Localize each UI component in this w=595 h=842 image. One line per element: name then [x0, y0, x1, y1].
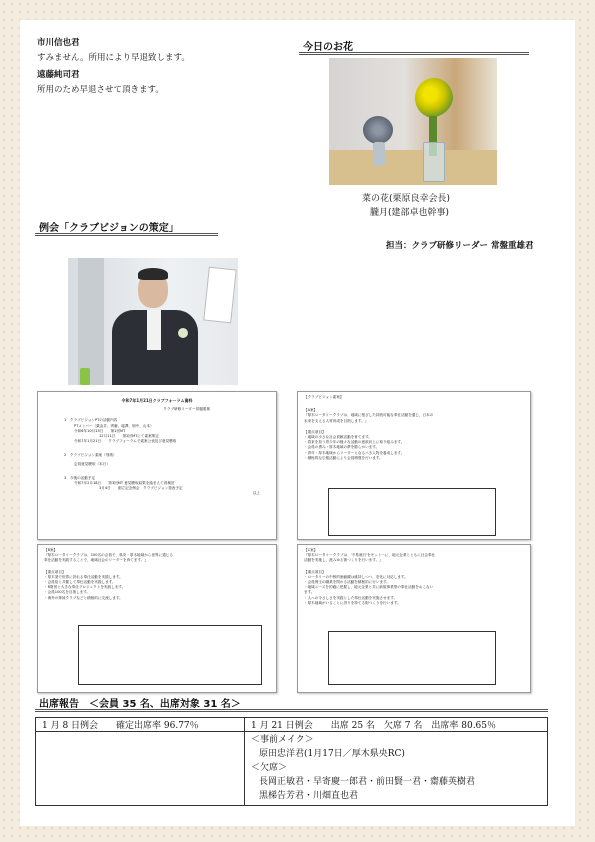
bottle-icon: [80, 368, 90, 385]
speaker-photo: [68, 258, 238, 385]
makeup-label: ＜事前メイク＞: [251, 735, 314, 745]
flower-caption-1: 菜の花(栗原良幸会長): [362, 194, 451, 204]
slide1-line: 3月4日 創立記念例会 クラブビジョン発表予定: [99, 486, 183, 491]
absent-members-2: 黒梯告芳君・川畑直也君: [259, 791, 359, 801]
slide4-line: ・ロータリーの中核的価値観は維持しつつ、変化に対応します。: [304, 574, 408, 579]
glass-vase-icon: [423, 142, 445, 182]
slide1-line: PTメンバー（栗金井、齊藤、堀澤、畑中、山本）: [74, 423, 154, 428]
slide4-line: 【C案】: [304, 548, 318, 552]
speaker-shirt: [147, 310, 161, 350]
slide1-line: 令和7年1月21日 クラブフォーラムで素案公表及び意見聴取: [74, 439, 177, 444]
slide3-line: ・R財団と大きな奉仕プロジェクトを実践します。: [44, 585, 126, 590]
slide3-line: 奉仕活動を実践することで、地域社会のリーダーを育てます。』: [44, 558, 148, 563]
notice-message-1: すみません。所用により早退致します。: [37, 53, 190, 63]
flowers-heading-underline: [299, 52, 529, 55]
slide4-line: 【重点項目】: [304, 569, 326, 574]
notice-name-1: 市川信也君: [37, 38, 80, 48]
slide3-line: ・会員倍と共催して奉仕活動を実践します。: [44, 580, 116, 585]
slide4-line: ・地域ニーズを的確に把握し、地元企業と共に新規事業型の奉仕活動をおこない: [304, 585, 434, 590]
absent-members-1: 長岡正敏君・早寄慶一郎君・前田賢一君・齋藤英樹君: [259, 777, 476, 787]
slide1-line: 1 クラブビジョンPTの活動内容: [64, 418, 118, 423]
slide4-line: ます。: [304, 590, 315, 595]
slide-3: [37, 544, 277, 693]
flower-caption-2: 朧月(建部卓也幹事): [370, 208, 450, 218]
slide2-line: ・会員の勇み・厚木地域の夢を膨らかいます。: [304, 445, 380, 450]
newsletter-page: [20, 20, 575, 826]
slide2-line: ・積極的な広報活動により会員増強を行います。: [304, 455, 383, 460]
slide2-line: 【重点項目】: [304, 429, 326, 434]
slide2-head: 【クラブビジョン素案】: [304, 395, 344, 399]
notice-message-2: 所用のため早退させて頂きます。: [37, 85, 164, 95]
slide3-line: ・厚木発で世界に誇れる奉仕活動を実践します。: [44, 574, 123, 579]
slide-1: [37, 391, 277, 540]
slide4-line: ・人への今さしさを実践とした奉仕活動を実施させます。: [304, 595, 398, 600]
meeting-heading-underline: [35, 233, 218, 236]
slide4-line: ・厚木地域がいることに誇りを持てる街づくりを行います。: [304, 600, 401, 605]
slide2-line: ・将来を担う青少年の様々な活動の意欲向上に取り組みます。: [304, 440, 405, 445]
photo-curtain: [78, 258, 104, 385]
slide2-line: 未来を支える人材育成を目指します。』: [304, 418, 369, 423]
attendance-table: [35, 717, 548, 806]
slide1-author: クラブ研修リーダー常盤重雄: [163, 407, 210, 412]
lapel-pin: [178, 328, 188, 338]
flower-photo: [329, 58, 497, 185]
slide1-line: 令和6年10月15日 第1回MT: [74, 428, 126, 433]
slide-2: [297, 391, 531, 540]
slide2-line: 【A案】: [304, 408, 318, 413]
rapeseed-flower-icon: [415, 78, 453, 118]
slide1-line: 以上: [252, 491, 260, 496]
attendance-right-body: [245, 732, 548, 806]
slide3-line: ・海外の姉妹クラブなどと積極的に交流します。: [44, 595, 123, 600]
slide4-line: 『厚木ロータリークラブは、'不易流行'をモットーに、地元企業とともに社会奉仕: [304, 553, 436, 558]
attendance-heading-underline: [35, 709, 548, 712]
presenter-label: 担当：クラブ研修リーダー 常盤重雄君: [386, 241, 534, 251]
slide2-notes-box: [328, 488, 496, 536]
attendance-left-header: 1 月 8 日例会 確定出席率 96.77％: [36, 718, 245, 732]
slide3-notes-box: [78, 625, 262, 685]
slide1-line: 会員意見聴取（本日）: [74, 461, 110, 466]
slide1-line: 2 クラブビジョン素案（別紙）: [64, 453, 117, 458]
slide2-line: ・地域の小さな社会貢献活動を育てます。: [304, 435, 372, 440]
meeting-heading: 例会「クラブビジョンの策定」: [39, 223, 179, 234]
slide2-line: 『厚木ロータリークラブは、地域に根ざした持続可能な奉仕活動を通じ、日本の: [304, 413, 434, 418]
slide3-line: 【重点項目】: [44, 569, 66, 574]
slide3-line: 【B案】: [44, 548, 58, 552]
held-paper: [203, 267, 236, 324]
small-vase-icon: [373, 142, 385, 166]
attendance-right-header: 1 月 21 日例会 出席 25 名 欠席 7 名 出席率 80.65％: [245, 718, 548, 732]
slide1-line: 令和7年2月18日 第3回MT 意見聴取結果を踏まえて再検討: [74, 481, 175, 486]
slide4-line: ・会員例王の職業を問わる活動を積極的に行います。: [304, 580, 390, 585]
slide3-line: ・会員100名を目指します。: [44, 590, 91, 595]
attendance-heading: 出席報告 ＜会員 35 名、出席対象 31 名＞: [39, 699, 241, 710]
slide3-line: 『厚木ロータリークラブは、100名の会員で、県央・厚木地域から世界に通じる: [44, 553, 173, 558]
makeup-member: 原田忠洋君(1月17日／厚木県央RC): [259, 749, 405, 759]
slide4-notes-box: [328, 631, 496, 685]
attendance-left-body: [36, 732, 245, 806]
flower-photo-table: [329, 150, 497, 185]
slide1-title: 令和7年1月21日クラブフォーラム資料: [121, 398, 193, 403]
absent-label: ＜欠席＞: [251, 763, 288, 773]
slide2-line: ・青年・厚木地域からリーダーとなるべき人物を養成します。: [304, 450, 405, 455]
notice-name-2: 遠藤純司君: [37, 70, 80, 80]
speaker-hair: [138, 268, 168, 280]
slide4-line: 活動を実施し、進みゆる街づくりを行います。』: [304, 558, 383, 563]
slide1-line: 12月11日 第2回MTにて素案策定: [99, 434, 159, 439]
slide-4: [297, 544, 531, 693]
succulent-icon: [363, 116, 393, 144]
slide1-line: 3 今後の活動予定: [64, 475, 96, 480]
flowers-heading: 今日のお花: [303, 42, 353, 53]
